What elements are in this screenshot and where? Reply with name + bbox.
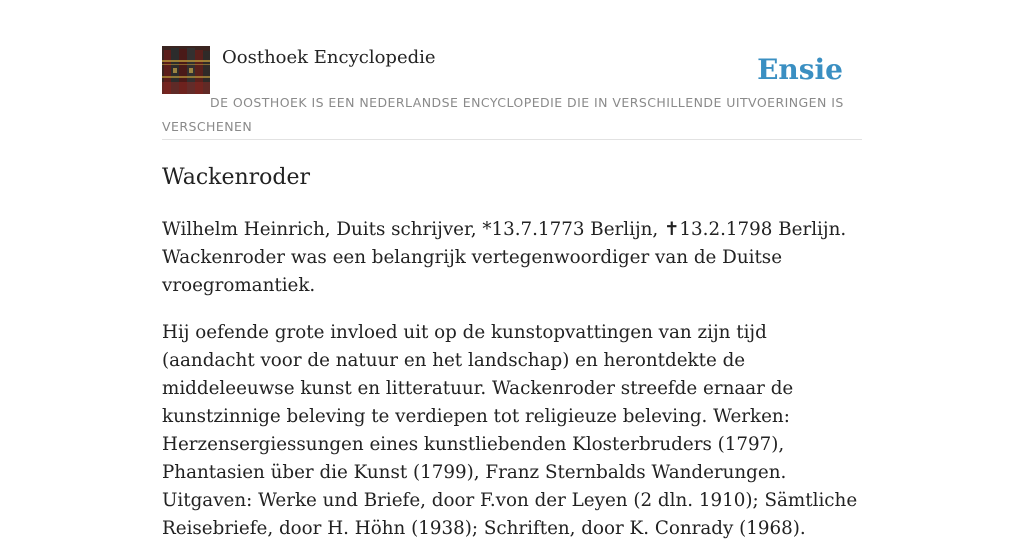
site-tagline: DE OOSTHOEK IS EEN NEDERLANDSE ENCYCLOPEDIE DIE IN VERSCHILLENDE UITVOERINGEN IS VERSCHENEN (162, 95, 844, 134)
site-title[interactable]: Oosthoek Encyclopedie (222, 47, 436, 68)
site-header (162, 46, 862, 140)
avatar[interactable] (162, 46, 210, 94)
book-spines-icon (162, 46, 210, 94)
page-title: Wackenroder (162, 165, 311, 190)
article-paragraph: Hij oefende grote invloed uit op de kunstopvattingen van zijn tijd (aandacht voor de natuur en het landschap) en herontdekte de middeleeuwse kunst en litteratuur. Wackenroder streefde ernaar de kunstzinnige beleving te verdiepen tot religieuze beleving. Werken: Herzensergiessungen eines kunstliebenden Klosterbruders (1797), Phantasien über die Kunst (1799), Franz Sternbalds Wanderungen. Uitgaven: Werke und Briefe, door F.von der Leyen (2 dln. 1910); Sämtliche Reisebriefe, door H. Höhn (1938); Schriften, door K. Conrady (1968). (162, 322, 858, 539)
article (162, 160, 864, 543)
article-paragraph: Wilhelm Heinrich, Duits schrijver, *13.7.1773 Berlijn, ✝13.2.1798 Berlijn. Wackenroder was een belangrijk vertegenwoordiger van de Duitse vroegromantiek. (162, 219, 847, 296)
brand-logo[interactable]: Ensie (757, 53, 843, 86)
